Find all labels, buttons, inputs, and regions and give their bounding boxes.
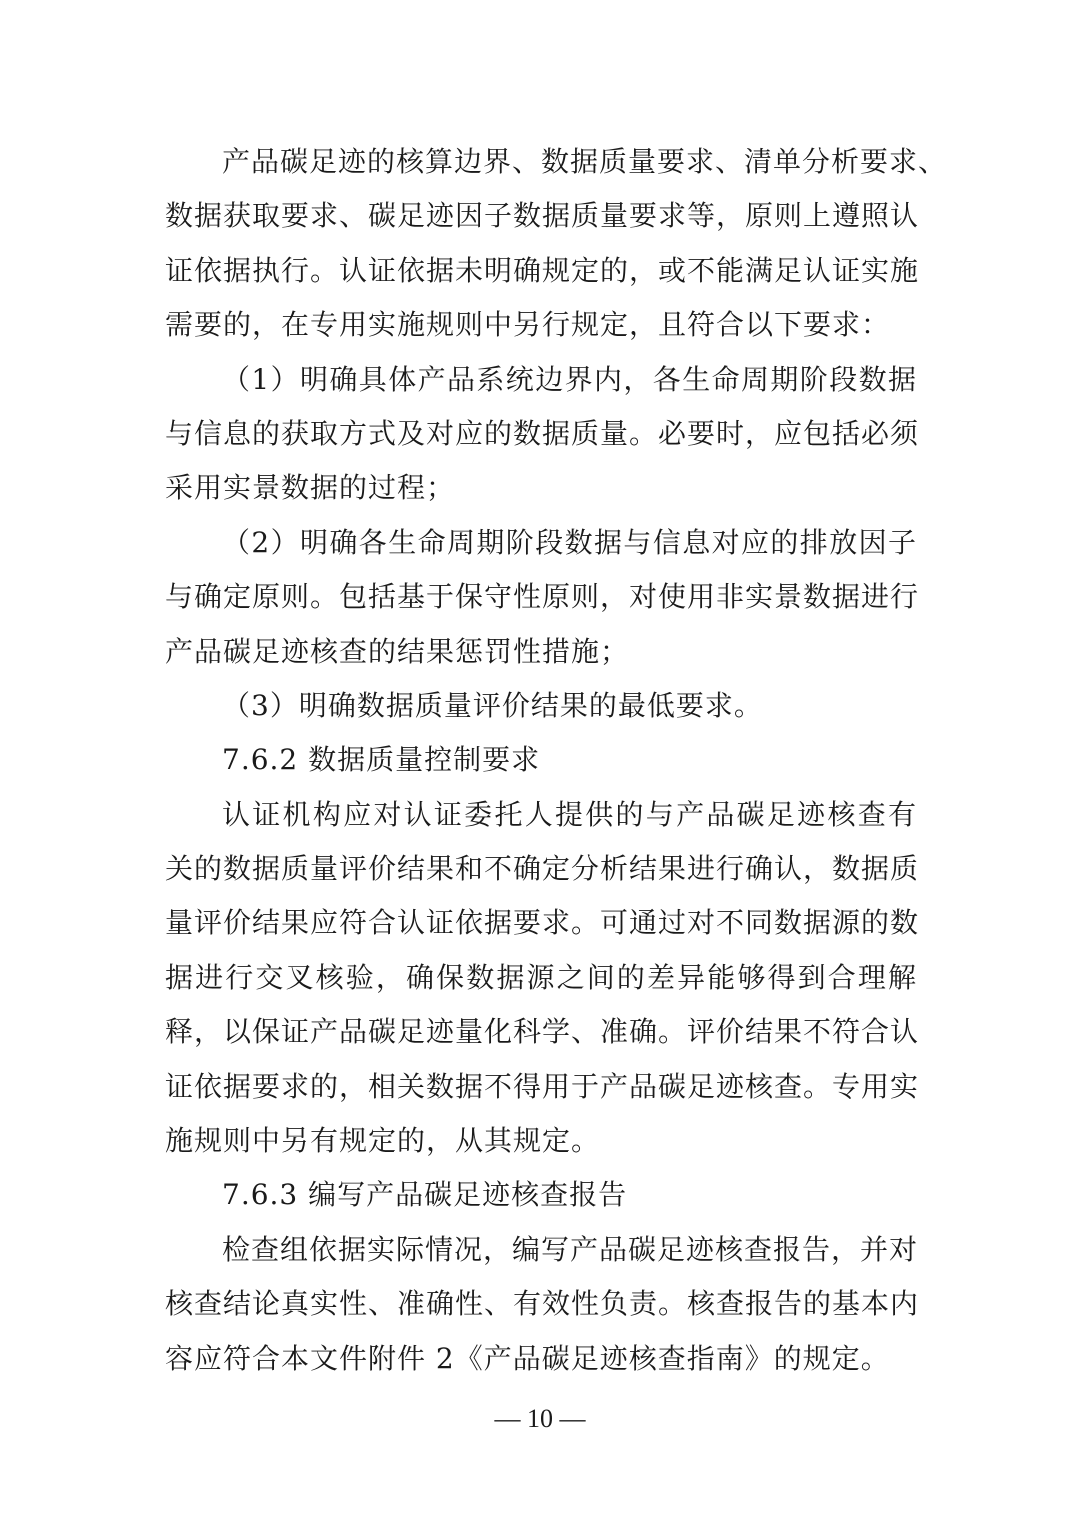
paragraph-line: 关的数据质量评价结果和不确定分析结果进行确认，数据质 bbox=[165, 852, 920, 886]
paragraph-line: 证依据要求的，相关数据不得用于产品碳足迹核查。专用实 bbox=[165, 1069, 920, 1103]
body-text bbox=[165, 135, 948, 1386]
paragraph-line: 施规则中另有规定的，从其规定。 bbox=[165, 1124, 601, 1158]
list-item-line: 与信息的获取方式及对应的数据质量。必要时，应包括必须 bbox=[165, 416, 920, 450]
paragraph-line: 需要的，在专用实施规则中另行规定，且符合以下要求： bbox=[165, 308, 891, 342]
paragraph-line: 数据获取要求、碳足迹因子数据质量要求等，原则上遵照认 bbox=[165, 199, 920, 233]
paragraph-line: 核查结论真实性、准确性、有效性负责。核查报告的基本内 bbox=[165, 1287, 920, 1321]
section-heading: 7.6.2 数据质量控制要求 bbox=[222, 743, 541, 777]
paragraph-line: 检查组依据实际情况，编写产品碳足迹核查报告，并对 bbox=[222, 1232, 919, 1266]
list-item-line: （1）明确具体产品系统边界内，各生命周期阶段数据 bbox=[222, 362, 917, 396]
section-heading: 7.6.3 编写产品碳足迹核查报告 bbox=[222, 1178, 628, 1212]
list-item-line: 采用实景数据的过程； bbox=[165, 471, 456, 505]
paragraph-line: 量评价结果应符合认证依据要求。可通过对不同数据源的数 bbox=[165, 906, 920, 940]
paragraph-line: 认证机构应对认证委托人提供的与产品碳足迹核查有 bbox=[222, 797, 917, 831]
list-item-line: （2）明确各生命周期阶段数据与信息对应的排放因子 bbox=[222, 525, 917, 559]
list-item-line: （3）明确数据质量评价结果的最低要求。 bbox=[222, 688, 763, 722]
page-number: — 10 — bbox=[494, 1404, 586, 1433]
paragraph-line: 容应符合本文件附件 2《产品碳足迹核查指南》的规定。 bbox=[165, 1341, 890, 1375]
paragraph-line: 产品碳足迹的核算边界、数据质量要求、清单分析要求、 bbox=[222, 145, 948, 178]
list-item-line: 产品碳足迹核查的结果惩罚性措施； bbox=[165, 634, 630, 668]
list-item-line: 与确定原则。包括基于保守性原则，对使用非实景数据进行 bbox=[165, 580, 920, 614]
paragraph-line: 证依据执行。认证依据未明确规定的，或不能满足认证实施 bbox=[165, 253, 920, 287]
paragraph-line: 释，以保证产品碳足迹量化科学、准确。评价结果不符合认 bbox=[165, 1015, 920, 1049]
paragraph-line: 据进行交叉核验，确保数据源之间的差异能够得到合理解 bbox=[165, 960, 917, 994]
